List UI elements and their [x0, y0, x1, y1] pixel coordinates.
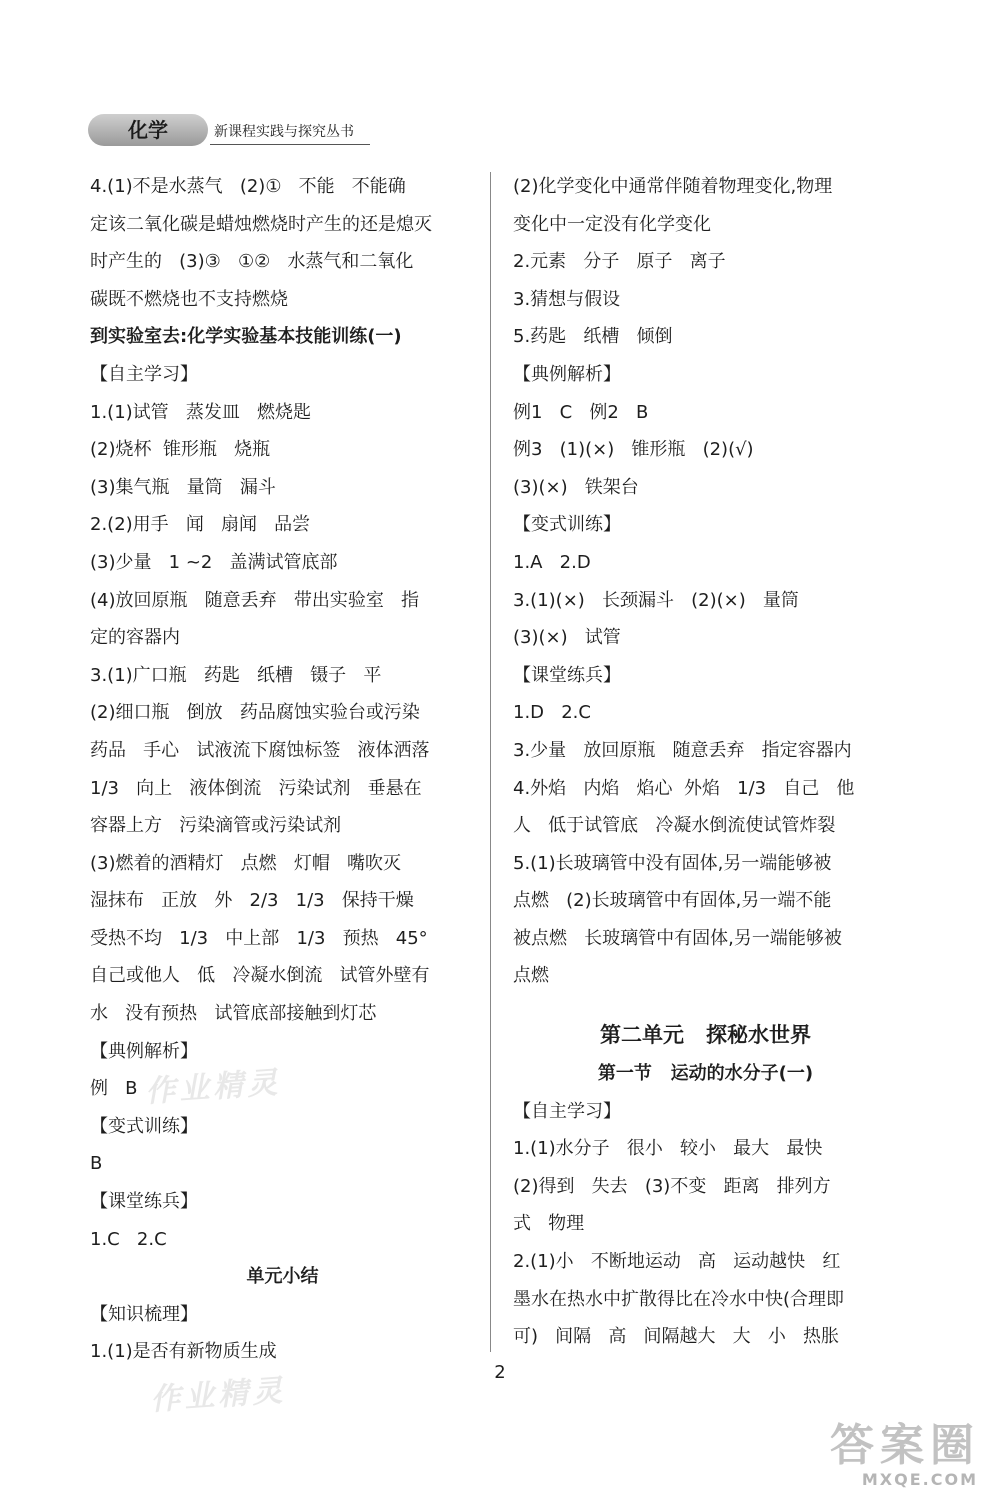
answer-line: 定的容器内	[90, 627, 180, 649]
answer-line: 受热不均 1/3 中上部 1/3 预热 45°	[90, 927, 428, 949]
answer-line: 1.(1)水分子 很小 较小 最大 最快	[513, 1138, 823, 1160]
subsection-label: 【典例解析】	[513, 363, 621, 385]
site-url-watermark: MXQE.COM	[861, 1470, 978, 1489]
answer-line: 被点燃 长玻璃管中有固体,另一端能够被	[513, 927, 842, 949]
subsection-label: 【自主学习】	[513, 1100, 621, 1122]
answer-line: 点燃	[513, 965, 549, 987]
answer-line: 容器上方 污染滴管或污染试剂	[90, 815, 342, 837]
right-column	[513, 168, 898, 1356]
answer-line: (2)得到 失去 (3)不变 距离 排列方	[513, 1175, 831, 1197]
answer-line: 湿抹布 正放 外 2/3 1/3 保持干燥	[90, 890, 414, 912]
subject-pill	[88, 114, 208, 146]
answer-line: 变化中一定没有化学变化	[513, 213, 711, 235]
answer-line: 点燃 (2)长玻璃管中有固体,另一端不能	[513, 890, 832, 912]
answer-line: 定该二氧化碳是蜡烛燃烧时产生的还是熄灭	[90, 213, 432, 235]
subsection-label: 【变式训练】	[513, 514, 621, 536]
answer-line: B	[90, 1153, 103, 1175]
answer-line: (2)细口瓶 倒放 药品腐蚀实验台或污染	[90, 702, 420, 724]
subsection-label: 【变式训练】	[90, 1115, 198, 1137]
site-logo-watermark: 答案圈	[830, 1420, 980, 1471]
answer-line: 1.D 2.C	[513, 702, 591, 724]
answer-line: 墨水在热水中扩散得比在冷水中快(合理即	[513, 1288, 845, 1310]
answer-line: 2.元素 分子 原子 离子	[513, 251, 726, 273]
unit-summary-title: 单元小结	[246, 1266, 319, 1288]
answer-line: (3)燃着的酒精灯 点燃 灯帽 嘴吹灭	[90, 852, 401, 874]
answer-line: 2.(1)小 不断地运动 高 运动越快 红	[513, 1251, 841, 1273]
answer-line: (3)少量 1 ~2 盖满试管底部	[90, 551, 338, 573]
answer-line: (3)(×) 铁架台	[513, 476, 639, 498]
subsection-label: 【知识梳理】	[90, 1303, 198, 1325]
answer-line: 1.A 2.D	[513, 551, 591, 573]
answer-line: 1.C 2.C	[90, 1228, 167, 1250]
page-number: 2	[494, 1362, 506, 1383]
answer-line: (3)集气瓶 量筒 漏斗	[90, 476, 276, 498]
answer-line: 时产生的 (3)③ ①② 水蒸气和二氧化	[90, 251, 414, 273]
page-header	[88, 108, 488, 148]
subsection-label: 【自主学习】	[90, 363, 198, 385]
subsection-label: 【课堂练兵】	[513, 664, 621, 686]
answer-line: 碳既不燃烧也不支持燃烧	[90, 288, 288, 310]
section-title: 到实验室去:化学实验基本技能训练(一)	[90, 326, 402, 348]
answer-line: 水 没有预热 试管底部接触到灯芯	[90, 1003, 377, 1025]
answer-line: 例1 C 例2 B	[513, 401, 649, 423]
subsection-label: 【课堂练兵】	[90, 1191, 198, 1213]
answer-line: 4.外焰 内焰 焰心 外焰 1/3 自己 他	[513, 777, 855, 799]
stamp-watermark: 作业精灵	[144, 1065, 283, 1110]
subsection-label: 【典例解析】	[90, 1040, 198, 1062]
series-label: 新课程实践与探究丛书	[214, 124, 354, 140]
answer-line: 3.猜想与假设	[513, 288, 621, 310]
answer-line: 1/3 向上 液体倒流 污染试剂 垂悬在	[90, 777, 422, 799]
answer-line: 药品 手心 试液流下腐蚀标签 液体洒落	[90, 739, 430, 761]
answer-line: 例3 (1)(×) 锥形瓶 (2)(√)	[513, 439, 754, 461]
answer-line: 式 物理	[513, 1213, 585, 1235]
answer-line: 1.(1)是否有新物质生成	[90, 1341, 277, 1363]
answer-line: 3.(1)(×) 长颈漏斗 (2)(×) 量筒	[513, 589, 799, 611]
subject-label: 化学	[128, 118, 168, 142]
answer-line: 例 B	[90, 1078, 138, 1100]
section-title: 第一节 运动的水分子(一)	[597, 1063, 814, 1085]
answer-line: 自己或他人 低 冷凝水倒流 试管外壁有	[90, 965, 430, 987]
column-divider	[490, 172, 491, 1352]
left-column	[90, 168, 475, 1371]
answer-line: (2)烧杯 锥形瓶 烧瓶	[90, 439, 271, 461]
answer-line: (2)化学变化中通常伴随着物理变化,物理	[513, 176, 833, 197]
answer-line: 5.药匙 纸槽 倾倒	[513, 326, 673, 348]
answer-line: 4.(1)不是水蒸气 (2)① 不能 不能确	[90, 176, 406, 197]
answer-line: 1.(1)试管 蒸发皿 燃烧匙	[90, 401, 312, 423]
answer-line: 可) 间隔 高 间隔越大 大 小 热胀	[513, 1326, 840, 1348]
answer-line: 3.(1)广口瓶 药匙 纸槽 镊子 平	[90, 664, 382, 686]
answer-line: 3.少量 放回原瓶 随意丢弃 指定容器内	[513, 739, 852, 761]
answer-line: 5.(1)长玻璃管中没有固体,另一端能够被	[513, 852, 832, 874]
answer-line: 人 低于试管底 冷凝水倒流使试管炸裂	[513, 815, 836, 837]
stamp-watermark: 作业精灵	[149, 1373, 288, 1418]
answer-line: (4)放回原瓶 随意丢弃 带出实验室 指	[90, 589, 419, 611]
unit-title: 第二单元 探秘水世界	[600, 1023, 811, 1048]
answer-line: (3)(×) 试管	[513, 627, 621, 649]
answer-line: 2.(2)用手 闻 扇闻 品尝	[90, 514, 311, 536]
header-rule	[210, 144, 370, 145]
